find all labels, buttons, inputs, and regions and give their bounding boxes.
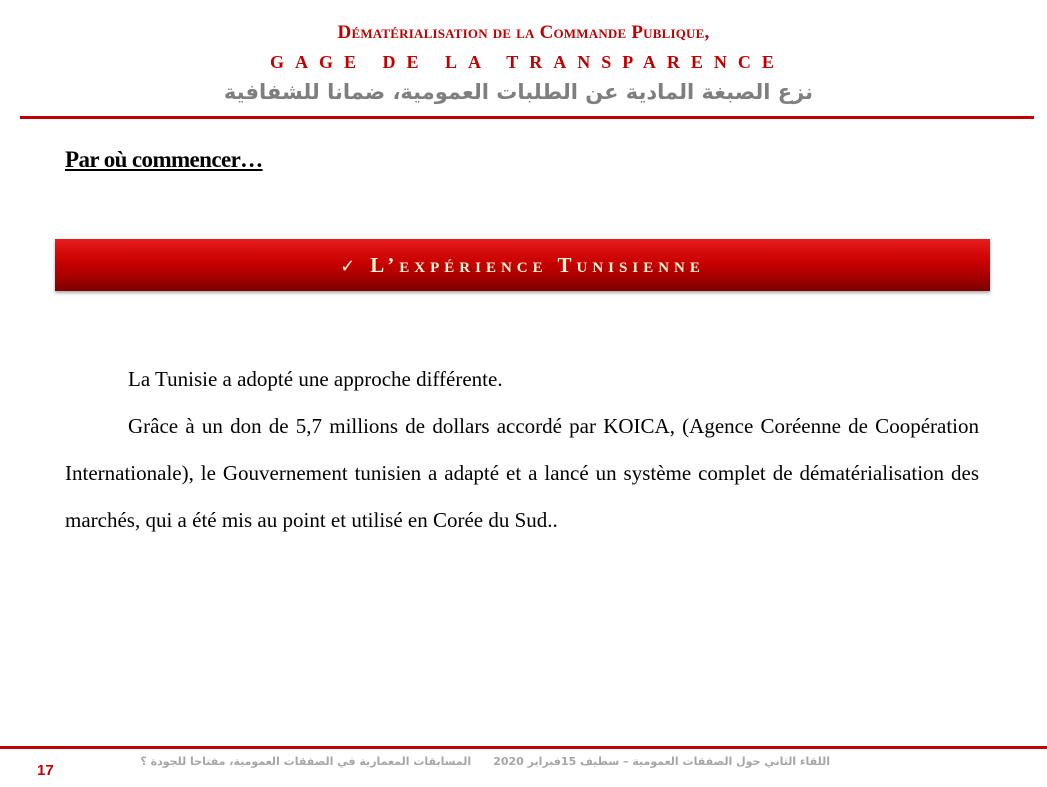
- header-subtitle: GAGE DE LA TRANSPARENCE: [270, 52, 785, 72]
- footer-theme: المسابقات المعمارية في الصفقات العمومية، مفتاحا للجودة ؟: [140, 755, 472, 768]
- footer-text: [140, 755, 830, 768]
- footer-divider: [0, 746, 1047, 749]
- body-paragraph: Grâce à un don de 5,7 millions de dollars accordé par KOICA, (Agence Coréenne de Coopération Internationale), le Gouvernement tunisien a adapté et a lancé un système complet de dématérialisation des marchés, qui a été mis au point et utilisé en Corée du Sud..: [65, 414, 979, 532]
- checkmark-icon: ✓: [340, 255, 361, 277]
- body-text: [65, 356, 979, 544]
- footer-event: اللقاء الثاني حول الصفقات العمومية – سطيف 15فبراير 2020: [493, 755, 830, 768]
- banner-label: L’expérience Tunisienne: [370, 252, 705, 277]
- page-number: 17: [37, 762, 54, 779]
- header-title: Dématérialisation de la Commande Publique,: [337, 22, 710, 43]
- header-arabic-title: [0, 80, 1047, 104]
- body-paragraph: La Tunisie a adopté une approche différente.: [128, 367, 503, 391]
- section-heading: Par où commencer…: [65, 147, 263, 172]
- banner-title: [340, 253, 705, 278]
- section-banner: [55, 239, 990, 291]
- header-divider: [20, 116, 1034, 119]
- header-arabic-text: نزع الصبغة المادية عن الطلبات العمومية، ضمانا للشفافية: [223, 80, 814, 104]
